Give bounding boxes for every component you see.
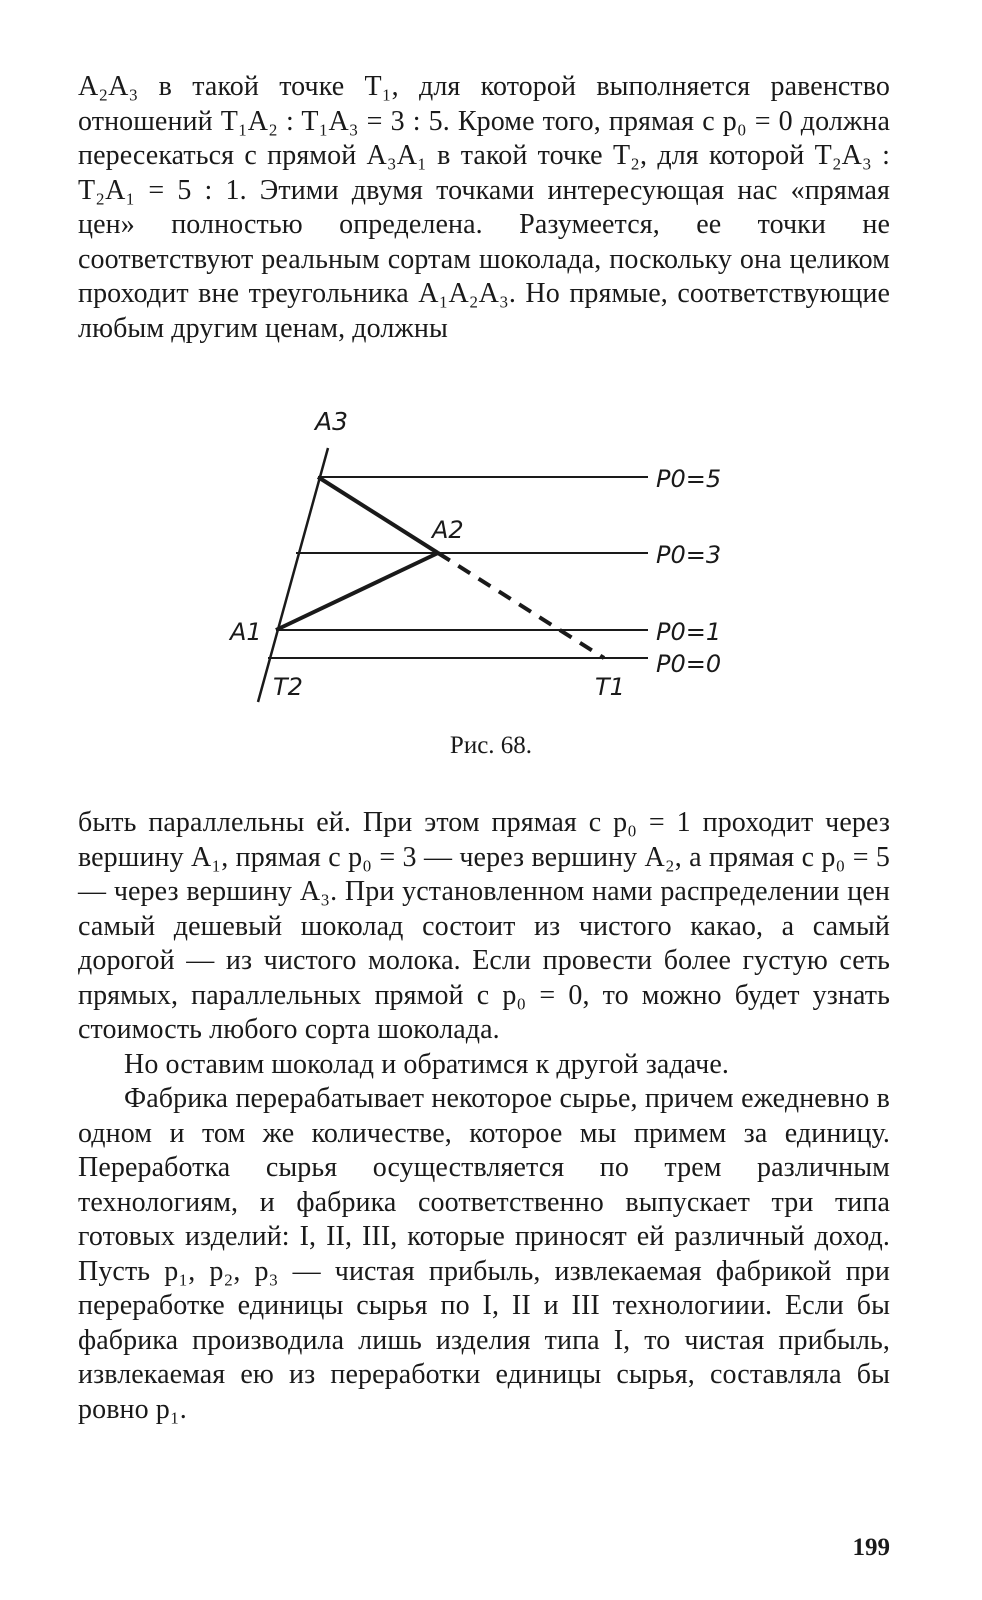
segment-a2-t1-dashed [438, 553, 604, 658]
label-p0-1: P0=1 [656, 618, 722, 646]
label-t1: T1 [595, 673, 625, 701]
label-p0-0: P0=0 [656, 650, 722, 678]
label-p0-3: P0=3 [656, 541, 722, 569]
figure-caption: Рис. 68. [449, 732, 533, 759]
label-a3: A3 [315, 407, 349, 436]
label-t2: T2 [273, 673, 303, 701]
text-block-bottom [78, 806, 890, 1427]
paragraph: A₂A₃ в такой точке T₁, для которой выполняется равенство отношений T₁A₂ : T₁A₃ = 3 : 5. Кроме того, прямая с p₀ = 0 должна пересекаться с прямой A₃A₁ в такой точке T₂, для которой T₂A₃ : T₂A₁ = 5 : 1. Этими двумя точками интересующая нас «прямая цен» полностью определена. Разумеется, ее точки не соответствуют реальным сортам шоколада, поскольку она целиком проходит вне треугольника A₁A₂A₃. Но прямые, соответствующие любым другим ценам, должны [78, 71, 890, 344]
paragraph: быть параллельны ей. При этом прямая с p₀ = 1 проходит через вершину A₁, прямая с p₀ = 3 — через вершину A₂, а прямая с p₀ = 5 — через вершину A₃. При установленном нами распределении цен самый дешевый шоколад состоит из чистого какао, а самый дорогой — из чистого молока. Если провести более густую сеть прямых, параллельных прямой с p₀ = 0, то можно будет узнать стоимость любого сорта шоколада. [78, 807, 890, 1045]
paragraph: Фабрика перерабатывает некоторое сырье, причем ежедневно в одном и том же количестве, которое мы примем за единицу. Переработка сырья осуществляется по трем различным технологиям, и фабрика соответственно выпускает три типа готовых изделий: I, II, III, которые приносят ей различный доход. Пусть p₁, p₂, p₃ — чистая прибыль, извлекаемая фабрикой при переработке единицы сырья по I, II и III технологиии. Если бы фабрика производила лишь изделия типа I, то чистая прибыль, извлекаемая ею из переработки единицы сырья, составляла бы ровно p₁. [78, 1083, 890, 1425]
line-a3-a1 [258, 448, 328, 702]
figure-68 [0, 390, 982, 790]
label-a1: A1 [230, 618, 262, 646]
paragraph: Но оставим шоколад и обратимся к другой задаче. [124, 1048, 729, 1080]
segment-a1-a2 [276, 553, 438, 630]
label-a2: A2 [432, 516, 464, 544]
text-block-top [78, 70, 890, 346]
label-p0-5: P0=5 [656, 465, 722, 493]
figure-diagram [0, 390, 982, 790]
page-number: 199 [852, 1534, 890, 1561]
segment-a3-a2 [318, 477, 438, 553]
